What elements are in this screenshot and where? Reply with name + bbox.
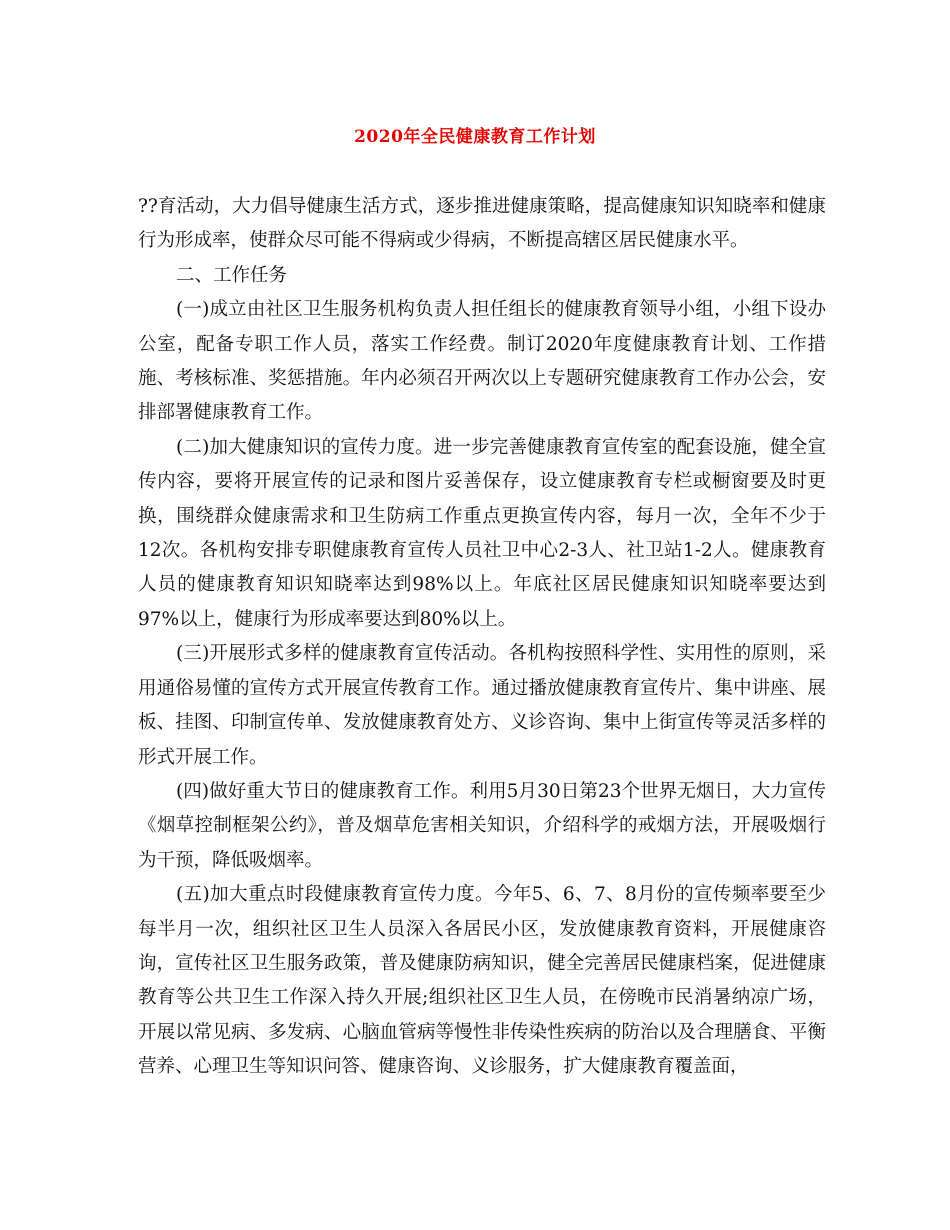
paragraph-task-2: (二)加大健康知识的宣传力度。进一步完善健康教育宣传室的配套设施，健全宣传内容，要将开展宣传的记录和图片妥善保存，设立健康教育专栏或橱窗要及时更换，围绕群众健康需求和卫生防病工作重点更换宣传内容，每月一次，全年不少于12次。各机构安排专职健康教育宣传人员社卫中心2-3人、社卫站1-2人。健康教育人员的健康教育知识知晓率达到98%以上。年底社区居民健康知识知晓率要达到97%以上，健康行为形成率要达到80%以上。 [138, 436, 826, 630]
paragraph-task-4: (四)做好重大节日的健康教育工作。利用5月30日第23个世界无烟日，大力宣传《烟草控制框架公约》，普及烟草危害相关知识，介绍科学的戒烟方法，开展吸烟行为干预，降低吸烟率。 [138, 780, 826, 871]
document-title: 2020年全民健康教育工作计划 [354, 127, 596, 147]
paragraph-continuation: ??育活动，大力倡导健康生活方式，逐步推进健康策略，提高健康知识知晓率和健康行为形成率，使群众尽可能不得病或少得病，不断提高辖区居民健康水平。 [138, 196, 826, 252]
section-heading-work-tasks: 二、工作任务 [176, 264, 288, 286]
paragraph-task-3: (三)开展形式多样的健康教育宣传活动。各机构按照科学性、实用性的原则，采用通俗易懂的宣传方式开展宣传教育工作。通过播放健康教育宣传片、集中讲座、展板、挂图、印制宣传单、发放健康教育处方、义诊咨询、集中上街宣传等灵活多样的形式开展工作。 [138, 643, 826, 768]
paragraph-task-1: (一)成立由社区卫生服务机构负责人担任组长的健康教育领导小组，小组下设办公室，配备专职工作人员，落实工作经费。制订2020年度健康教育计划、工作措施、考核标准、奖惩措施。年内必须召开两次以上专题研究健康教育工作办公会，安排部署健康教育工作。 [138, 299, 826, 424]
paragraph-task-5: (五)加大重点时段健康教育宣传力度。今年5、6、7、8月份的宣传频率要至少每半月一次，组织社区卫生人员深入各居民小区，发放健康教育资料，开展健康咨询，宣传社区卫生服务政策，普及健康防病知识，健全完善居民健康档案，促进健康教育等公共卫生工作深入持久开展;组织社区卫生人员，在傍晚市民消暑纳凉广场，开展以常见病、多发病、心脑血管病等慢性非传染性疾病的防治以及合理膳食、平衡营养、心理卫生等知识问答、健康咨询、义诊服务，扩大健康教育覆盖面， [138, 884, 826, 1078]
document-body [138, 190, 826, 1085]
